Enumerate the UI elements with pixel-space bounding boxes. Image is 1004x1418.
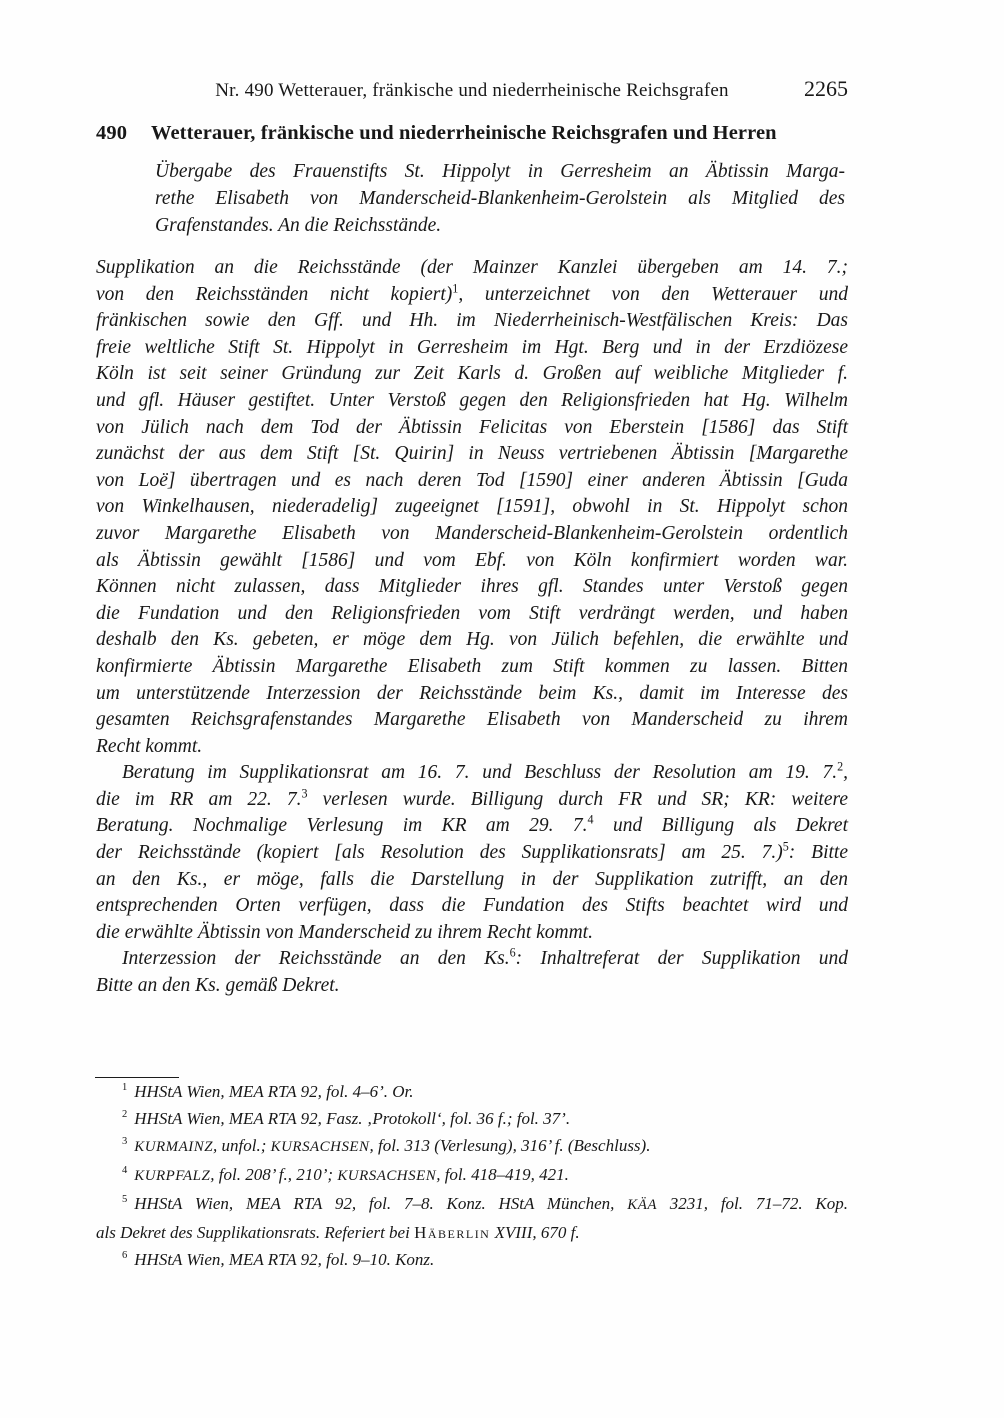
footnote-4 [96, 1161, 848, 1190]
body-line: von Winkelhausen, niederadelig] zugeeignet [1591], obwohl in St. Hippolyt schon [96, 496, 848, 518]
body-line: konfirmierte Äbtissin Margarethe Elisabeth zum Stift kommen zu lassen. Bitten [96, 655, 848, 677]
body-line: die im RR am 22. 7.$^3$ verlesen wurde. Billigung durch FR und SR; KR: weitere [96, 786, 849, 810]
footnote-line: als Dekret des Supplikationsrats. Referiert bei Häberlin XVIII, 670 f. [96, 1223, 580, 1242]
body-line: an den Ks., er möge, falls die Darstellung in der Supplikation zutrifft, an den [96, 868, 848, 890]
footnote-line: $^5$ HHStA Wien, MEA RTA 92, fol. 7–8. Konz. HStA München, KÄA 3231, fol. 71–72. Kop. [122, 1194, 848, 1213]
body-line: der Reichsstände (kopiert [als Resolution des Supplikationsrats] am 25. 7.)$^5$: Bitte [96, 839, 848, 864]
body-line: Interzession der Reichsstände an den Ks.$^6$: Inhaltreferat der Supplikation und [122, 945, 848, 970]
footnote-3 [96, 1132, 848, 1161]
body-line: Supplikation an die Reichsstände (der Mainzer Kanzlei übergeben am 14. 7.; [96, 257, 848, 278]
footnote-1 [96, 1078, 848, 1105]
footnotes [96, 1078, 848, 1273]
footnote-line: $^1$ HHStA Wien, MEA RTA 92, fol. 4–6’. Or. [122, 1082, 414, 1101]
archive-sigle: KURSACHSEN [337, 1168, 437, 1184]
footnote-2 [96, 1105, 848, 1132]
body-line: von den Reichsständen nicht kopiert)$^1$, unterzeichnet von den Wetterauer und [96, 281, 849, 305]
body-line: entsprechenden Orten verfügen, dass die Fundation des Stifts beachtet wird und [96, 895, 848, 917]
footnote-number: 4 [122, 1165, 128, 1177]
footnote-number: 5 [122, 1194, 128, 1206]
footnote-line: $^3$ KURMAINZ, unfol.; KURSACHSEN, fol. 313 (Verlesung), 316’ f. (Beschluss). [122, 1136, 651, 1155]
footnote-ref: 6 [509, 945, 516, 960]
body-line: von Loë] übertragen und es nach deren Tod [1590] einer anderen Äbtissin [Guda [96, 469, 848, 491]
archive-sigle: KURSACHSEN [270, 1139, 370, 1155]
body-line: um unterstützende Interzession der Reichsstände beim Ks., damit im Interesse des [96, 682, 848, 704]
entry-number: 490 [96, 122, 128, 144]
body-line: Recht kommt. [96, 735, 203, 757]
body-line: fränkischen sowie den Gff. und Hh. im Niederrheinisch-Westfälischen Kreis: Das [96, 310, 848, 332]
body-line: freie weltliche Stift St. Hippolyt in Gerresheim im Hgt. Berg und in der Erzdiözese [96, 336, 848, 358]
entry-title-text: Wetterauer, fränkische und niederrheinische Reichsgrafen und Herren [151, 122, 777, 144]
summary-line: rethe Elisabeth von Manderscheid-Blankenheim-Gerolstein als Mitglied des [155, 188, 845, 209]
body-line: Bitte an den Ks. gemäß Dekret. [96, 975, 340, 997]
running-head-title: Nr. 490 Wetterauer, fränkische und niederrheinische Reichsgrafen [215, 80, 729, 101]
body-line: von Jülich nach dem Tod der Äbtissin Felicitas von Eberstein [1586] das Stift [96, 416, 848, 438]
body-line: als Äbtissin gewählt [1586] und vom Ebf. von Köln konfirmiert worden war. [96, 549, 848, 571]
summary-block [155, 158, 845, 239]
footnote-number: 3 [122, 1136, 128, 1148]
regest-body [96, 255, 848, 1000]
body-line: gesamten Reichsgrafenstandes Margarethe Elisabeth von Manderscheid zu ihrem [96, 709, 848, 731]
body-line: zunächst der aus dem Stift [St. Quirin] in Neuss vertriebenen Äbtissin [Margarethe [96, 443, 848, 465]
archive-sigle: KURPFALZ [134, 1168, 211, 1184]
body-line: Beratung. Nochmalige Verlesung im KR am 29. 7.$^4$ und Billigung als Dekret [96, 812, 849, 837]
archive-sigle: KÄA [627, 1197, 657, 1213]
body-line: Können nicht zulassen, dass Mitglieder ihres gfl. Standes unter Verstoß gegen [96, 576, 848, 598]
footnote-number: 2 [122, 1109, 128, 1121]
footnote-line: $^6$ HHStA Wien, MEA RTA 92, fol. 9–10. Konz. [122, 1250, 435, 1269]
body-line: Köln ist seit seiner Gründung zur Zeit Karls d. Großen auf weibliche Mitglieder f. [96, 363, 848, 385]
author-name: Häberlin [414, 1223, 491, 1242]
summary-line: Übergabe des Frauenstifts St. Hippolyt in Gerresheim an Äbtissin Marga- [155, 161, 845, 182]
footnote-6 [96, 1246, 848, 1273]
running-head [96, 76, 848, 102]
body-line: die Fundation und den Religionsfrieden vom Stift verdrängt werden, und haben [96, 602, 848, 624]
body-line: deshalb den Ks. gebeten, er möge dem Hg. von Jülich befehlen, die erwählte und [96, 629, 848, 651]
page-number: 2265 [804, 76, 848, 101]
body-line: Beratung im Supplikationsrat am 16. 7. und Beschluss der Resolution am 19. 7.$^2$, [122, 759, 848, 784]
entry-heading [96, 122, 848, 145]
body-line: zuvor Margarethe Elisabeth von Manderscheid-Blankenheim-Gerolstein ordentlich [96, 522, 848, 544]
archive-sigle: KURMAINZ [134, 1139, 214, 1155]
footnote-ref: 1 [452, 281, 459, 296]
body-line: und gfl. Häuser gestiftet. Unter Verstoß gegen den Religionsfrieden hat Hg. Wilhelm [96, 389, 848, 411]
summary-line: Grafenstandes. An die Reichsstände. [155, 215, 442, 236]
footnote-5 [96, 1190, 848, 1246]
footnote-ref: 3 [301, 786, 308, 801]
footnote-ref: 5 [782, 839, 789, 854]
footnote-line: $^2$ HHStA Wien, MEA RTA 92, Fasz. ‚Protokoll‘, fol. 36 f.; fol. 37’. [122, 1109, 571, 1128]
footnote-number: 6 [122, 1250, 128, 1262]
footnote-line: $^4$ KURPFALZ, fol. 208’ f., 210’; KURSACHSEN, fol. 418–419, 421. [122, 1165, 569, 1184]
footnote-ref: 2 [837, 759, 844, 774]
body-line: die erwählte Äbtissin von Manderscheid zu ihrem Recht kommt. [96, 921, 593, 943]
footnote-number: 1 [122, 1082, 128, 1094]
footnote-ref: 4 [587, 812, 594, 827]
